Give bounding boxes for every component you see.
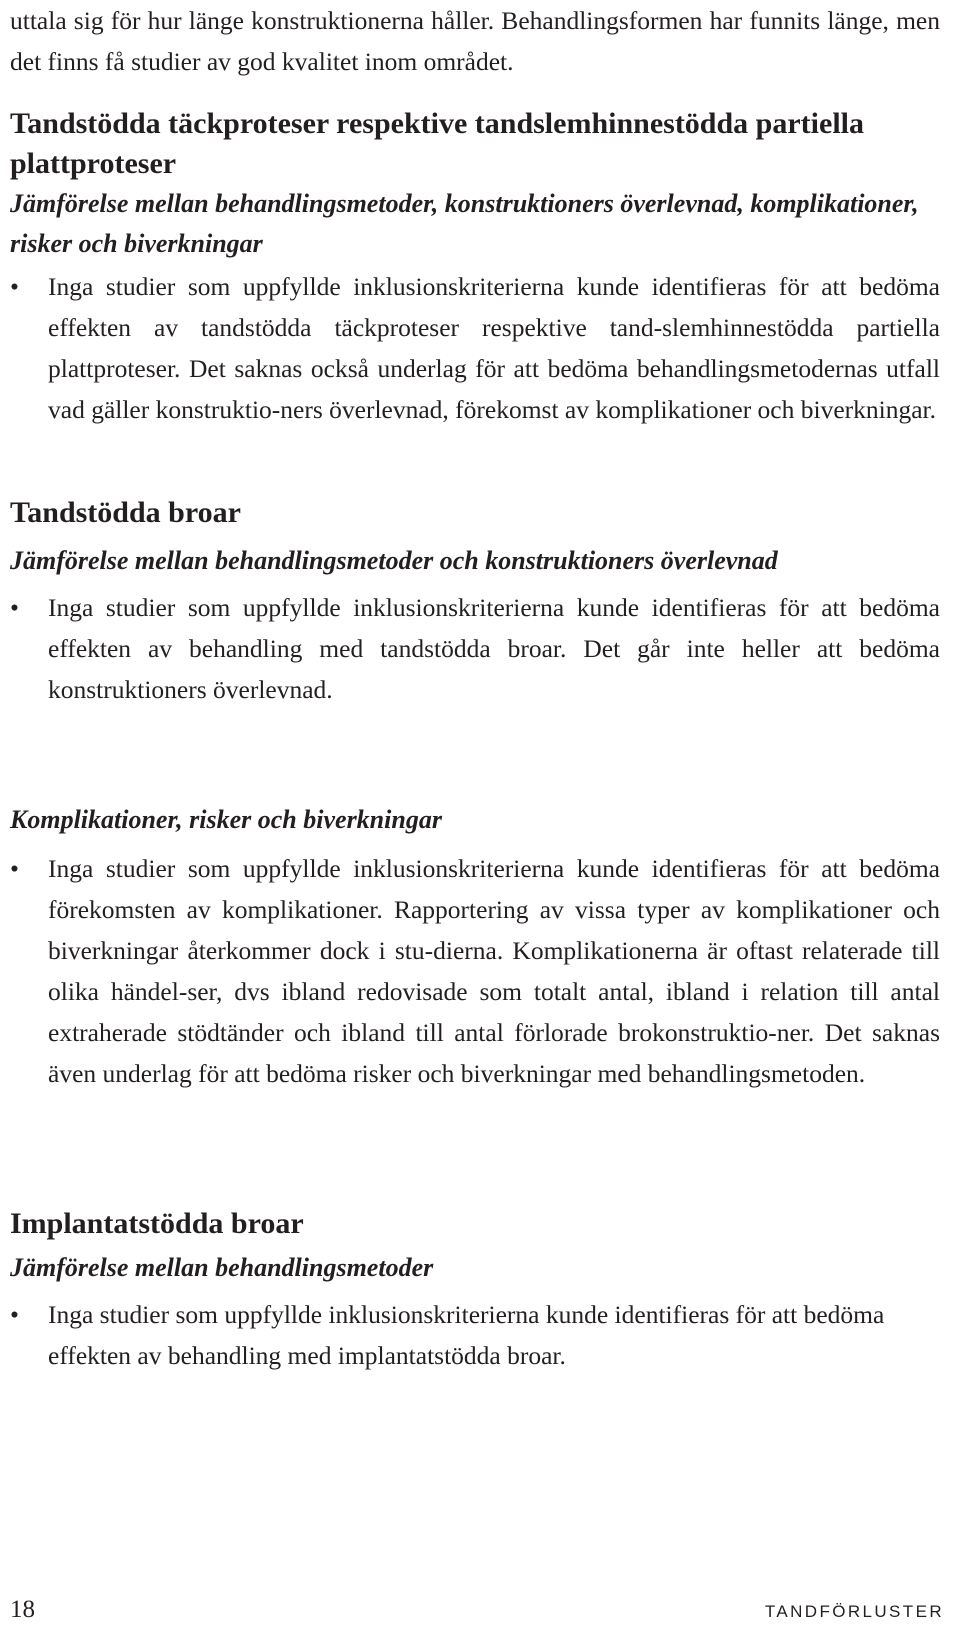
section-1-subheading: Jämförelse mellan behandlingsmetoder, konstruktioners överlevnad, komplikationer, risker och biverkningar [10, 189, 919, 258]
footer-title: TANDFÖRLUSTER [764, 1602, 944, 1621]
bullet-marker: • [10, 593, 19, 622]
page-number: 18 [10, 1596, 35, 1623]
section-4-subheading: Jämförelse mellan behandlingsmetoder [10, 1253, 434, 1282]
bullet-marker: • [10, 272, 19, 301]
bullet-text: Inga studier som uppfyllde inklusionskriterierna kunde identifieras för att bedöma effekten av behandling med tandstödda broar. Det går inte heller att bedöma konstruktioners överlevnad. [48, 593, 940, 704]
section-2-heading: Tandstödda broar [10, 496, 241, 529]
section-1 [10, 104, 940, 430]
section-2 [10, 493, 940, 710]
section-1-heading: Tandstödda täckproteser respektive tandslemhinnestödda partiella plattproteser [10, 107, 864, 180]
bullet-text: Inga studier som uppfyllde inklusionskriterierna kunde identifieras för att bedöma effekten av behandling med implantatstödda broar. [48, 1300, 885, 1370]
bullet-text: Inga studier som uppfyllde inklusionskriterierna kunde identifieras för att bedöma effekten av tandstödda täckproteser respektive tand-slemhinnestödda partiella plattproteser. Det saknas också underlag för att bedöma behandlingsmetodernas utfall vad gäller konstruktio-ners överlevnad, förekomst av komplikationer och biverkningar. [48, 272, 940, 424]
bullet-marker: • [10, 854, 19, 883]
page-footer [10, 1592, 944, 1628]
section-3-subheading: Komplikationer, risker och biverkningar [10, 805, 442, 834]
section-2-subheading: Jämförelse mellan behandlingsmetoder och konstruktioners överlevnad [10, 546, 778, 575]
section-3-bullet [10, 848, 940, 1094]
section-3 [10, 800, 940, 1094]
intro-paragraph: uttala sig för hur länge konstruktionerna håller. Behandlingsformen har funnits länge, men det finns få studier av god kvalitet inom området. [10, 6, 940, 76]
section-4-bullet [10, 1294, 940, 1376]
section-4 [10, 1204, 940, 1376]
bullet-text: Inga studier som uppfyllde inklusionskriterierna kunde identifieras för att bedöma förekomsten av komplikationer. Rapportering av vissa typer av komplikationer och biverkningar återkommer dock i stu-dierna. Komplikationerna är oftast relaterade till olika händel-ser, dvs ibland redovisade som totalt antal, ibland i relation till antal extraherade stödtänder och ibland till antal förlorade brokonstruktio-ner. Det saknas även underlag för att bedöma risker och biverkningar med behandlingsmetoden. [48, 854, 940, 1088]
section-2-bullet [10, 587, 940, 710]
bullet-marker: • [10, 1300, 19, 1329]
section-1-bullet [10, 266, 940, 430]
section-4-heading: Implantatstödda broar [10, 1207, 304, 1240]
